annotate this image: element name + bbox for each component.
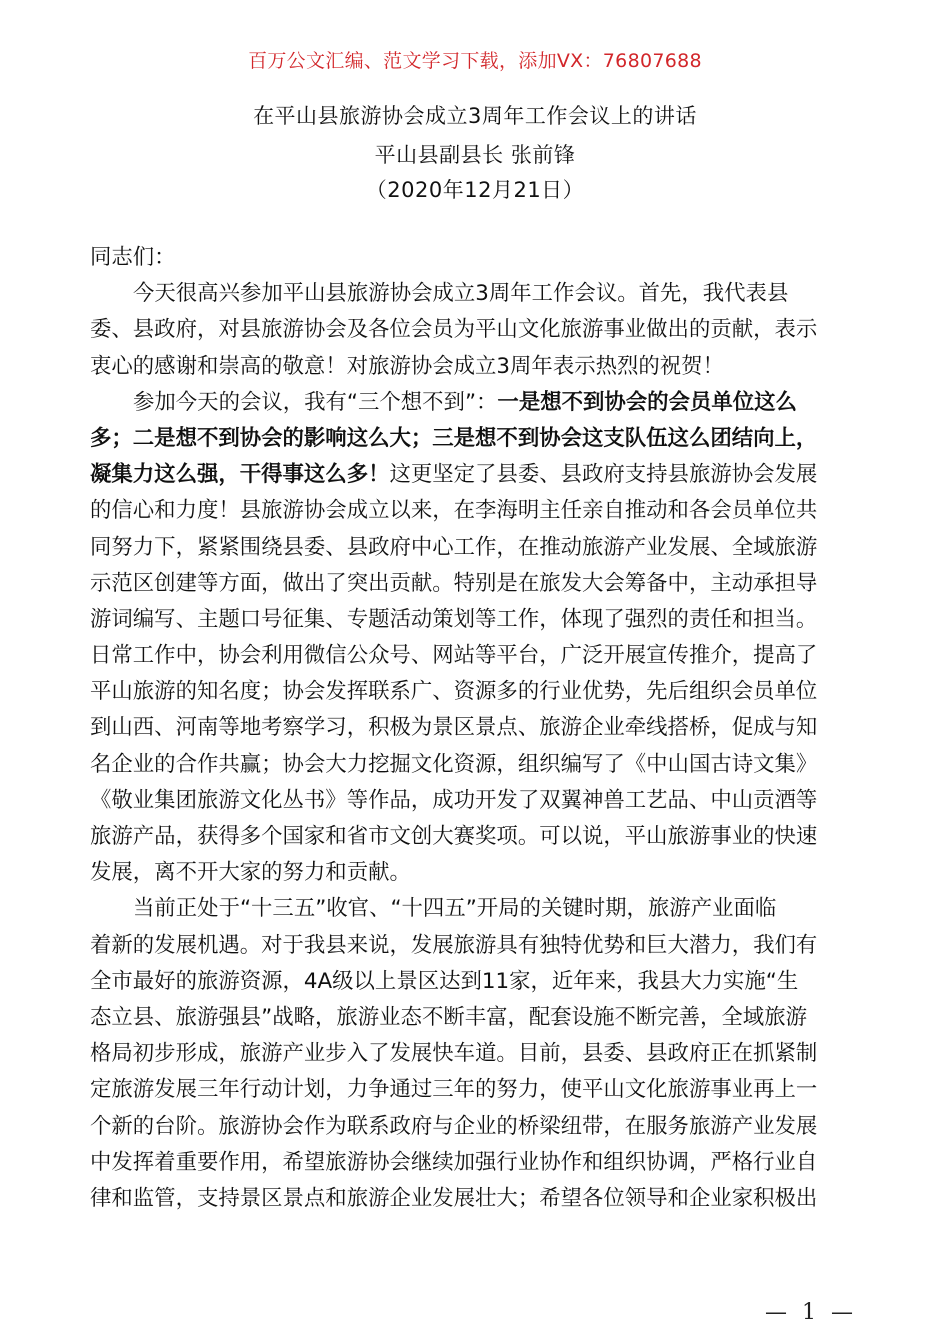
paragraph-line: 平山旅游的知名度；协会发挥联系广、资源多的行业优势，先后组织会员单位 xyxy=(90,679,818,705)
paragraph-line: 定旅游发展三年行动计划，力争通过三年的努力，使平山文化旅游事业再上一 xyxy=(90,1077,818,1103)
paragraph-line: 日常工作中，协会利用微信公众号、网站等平台，广泛开展宣传推介，提高了 xyxy=(90,643,818,669)
paragraph-line: 衷心的感谢和崇高的敬意！对旅游协会成立3周年表示热烈的祝贺！ xyxy=(90,353,724,379)
paragraph-line: 中发挥着重要作用，希望旅游协会继续加强行业协作和组织协调，严格行业自 xyxy=(90,1149,818,1175)
paragraph-line: 着新的发展机遇。对于我县来说，发展旅游具有独特优势和巨大潜力，我们有 xyxy=(90,932,818,958)
bold-text: 凝集力这么强，干得事这么多！ xyxy=(90,462,390,488)
paragraph-line: 游词编写、主题口号征集、专题活动策划等工作，体现了强烈的责任和担当。 xyxy=(90,606,818,632)
document-title: 在平山县旅游协会成立3周年工作会议上的讲话 xyxy=(253,104,697,128)
plain-text: 这更坚定了县委、县政府支持县旅游协会发展 xyxy=(389,462,818,488)
paragraph-line: 个新的台阶。旅游协会作为联系政府与企业的桥梁纽带，在服务旅游产业发展 xyxy=(90,1113,818,1139)
paragraph-line xyxy=(90,385,860,421)
paragraph-line: 示范区创建等方面，做出了突出贡献。特别是在旅发大会筹备中，主动承担导 xyxy=(90,570,818,596)
paragraph-line: 《敬业集团旅游文化丛书》等作品，成功开发了双翼神兽工艺品、中山贡酒等 xyxy=(90,787,818,813)
paragraph-line xyxy=(90,457,860,493)
paragraph-line: 律和监管，支持景区景点和旅游企业发展壮大；希望各位领导和企业家积极出 xyxy=(90,1185,818,1211)
paragraph-line: 委、县政府，对县旅游协会及各位会员为平山文化旅游事业做出的贡献，表示 xyxy=(90,317,818,343)
paragraph-line: 旅游产品，获得多个国家和省市文创大赛奖项。可以说，平山旅游事业的快速 xyxy=(90,824,818,849)
paragraph-line: 名企业的合作共赢；协会大力挖掘文化资源，组织编写了《中山国古诗文集》 xyxy=(90,751,818,777)
paragraph-line: 的信心和力度！县旅游协会成立以来，在李海明主任亲自推动和各会员单位共 xyxy=(90,498,818,524)
document-body xyxy=(90,240,860,1217)
paragraph-line: 多；二是想不到协会的影响这么大；三是想不到协会这支队伍这么团结向上， xyxy=(90,425,818,451)
paragraph-line: 发展，离不开大家的努力和贡献。 xyxy=(90,860,411,886)
header-banner: 百万公文汇编、范文学习下载，添加VX：76807688 xyxy=(248,50,702,72)
paragraph-line: 当前正处于“十三五”收官、“十四五”开局的关键时期，旅游产业面临 xyxy=(133,896,777,922)
date-line: （2020年12月21日） xyxy=(365,178,585,202)
salutation: 同志们： xyxy=(90,245,176,270)
speaker-line: 平山县副县长 张前锋 xyxy=(374,143,576,167)
paragraph-line: 到山西、河南等地考察学习，积极为景区景点、旅游企业牵线搭桥，促成与知 xyxy=(90,715,818,741)
bold-text: 一是想不到协会的会员单位这么 xyxy=(497,389,797,415)
paragraph-line: 今天很高兴参加平山县旅游协会成立3周年工作会议。首先，我代表县 xyxy=(133,281,789,307)
paragraph-line: 态立县、旅游强县”战略，旅游业态不断丰富，配套设施不断完善，全域旅游 xyxy=(90,1004,807,1030)
plain-text: 参加今天的会议，我有“三个想不到”： xyxy=(133,389,498,415)
paragraph-line: 全市最好的旅游资源，4A级以上景区达到11家，近年来，我县大力实施“生 xyxy=(90,968,799,994)
paragraph-line: 格局初步形成，旅游产业步入了发展快车道。目前，县委、县政府正在抓紧制 xyxy=(90,1041,818,1067)
paragraph-line: 同努力下，紧紧围绕县委、县政府中心工作，在推动旅游产业发展、全域旅游 xyxy=(90,534,818,560)
page-number: — 1 — xyxy=(765,1300,857,1325)
